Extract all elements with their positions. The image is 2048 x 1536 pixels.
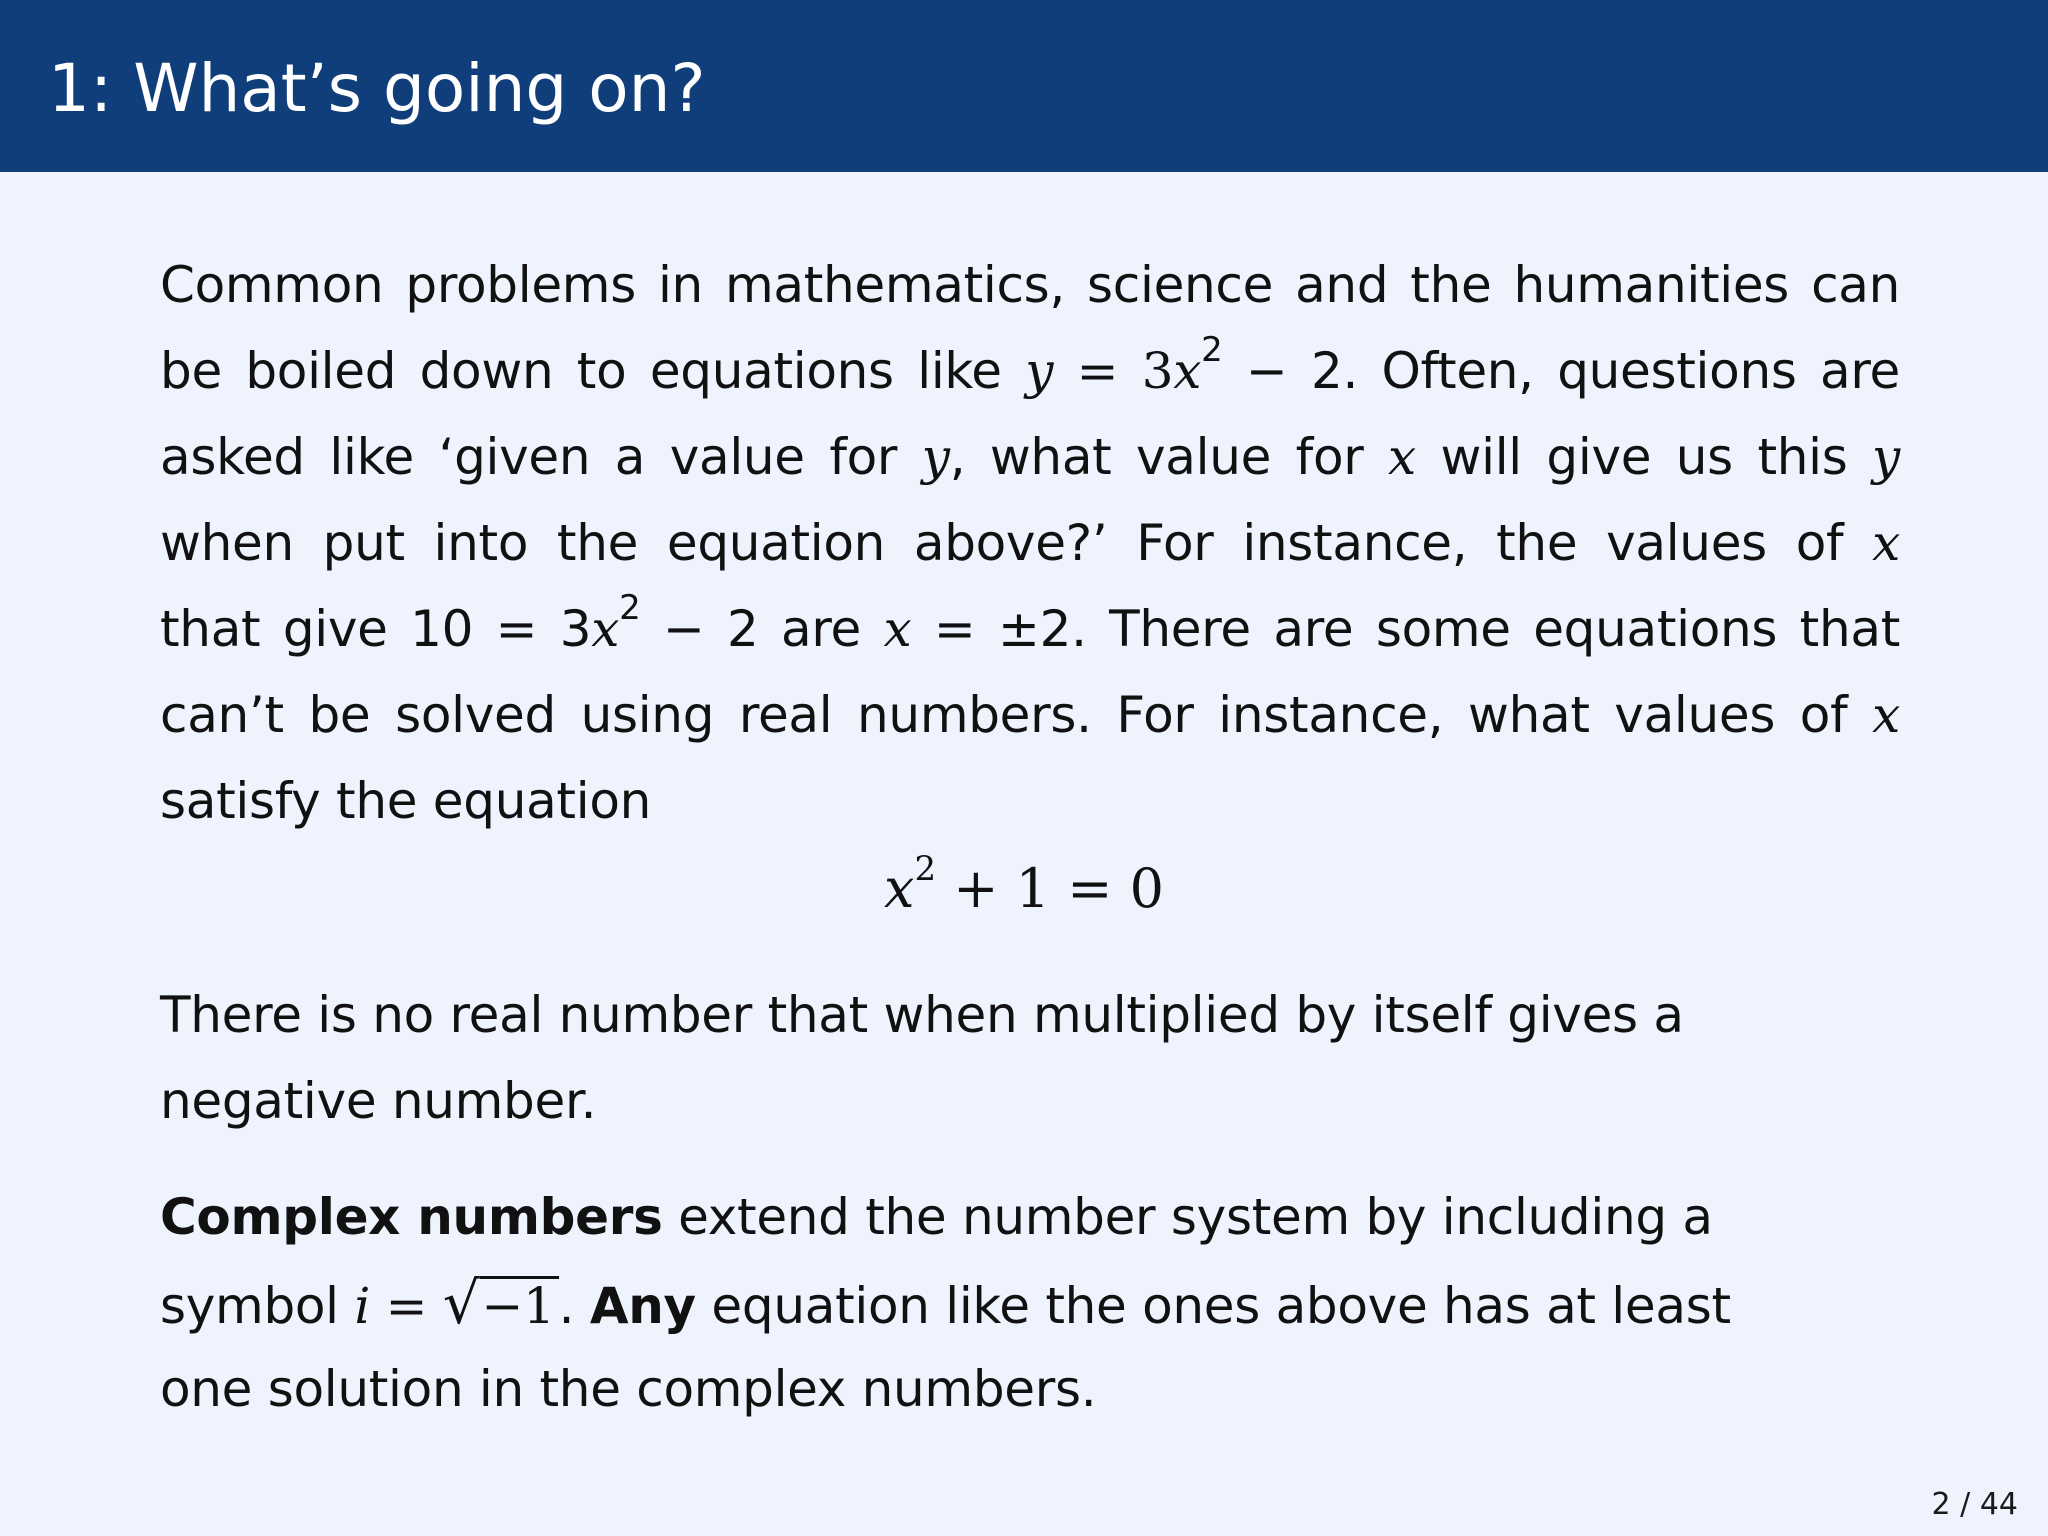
text-span: asked like ‘given a value for [160,428,922,486]
math-var: x [1388,428,1416,486]
text-line [160,242,1900,328]
math-var: x [1872,514,1900,572]
display-equation [0,846,2048,932]
text-span: symbol [160,1277,355,1335]
text-span: equation like the ones above has at least [695,1277,1731,1335]
text-span: negative number. [160,1072,597,1130]
text-span: − 2 are [640,600,884,658]
math-var: x [884,857,915,920]
math-var: x [1173,342,1202,400]
text-line [160,972,1900,1058]
radical-sign: √ [442,1269,480,1337]
math-var: x [591,600,620,658]
paragraph-no-real-solution [160,972,1900,1144]
math-var: x [883,600,912,658]
text-span: , what value for [949,428,1389,486]
text-span: extend the number system by including a [662,1188,1713,1246]
paragraph-complex-numbers [160,1174,1900,1432]
page-number: 2 / 44 [1931,1487,2018,1522]
math-var: i [354,1277,371,1335]
text-line [160,414,1900,500]
text-line [160,328,1900,414]
math-exponent: 2 [619,587,641,628]
text-line [160,672,1900,758]
math-text: + 1 = 0 [936,857,1164,920]
text-span: will give us this [1415,428,1873,486]
text-line [160,586,1900,672]
math-text: = [370,1277,443,1335]
bold-term: Any [589,1277,696,1335]
math-var: y [1025,342,1054,400]
text-line [160,1260,1900,1346]
text-line [160,500,1900,586]
paragraph-intro [160,242,1900,844]
text-span: that give 10 = 3 [160,600,592,658]
text-span: can’t be solved using real numbers. For instance, what values of [160,686,1873,744]
text-span: be boiled down to equations like [160,342,1026,400]
slide-title: 1: What’s going on? [48,50,706,127]
math-exponent: 2 [914,848,937,889]
text-line [160,758,1900,844]
math-var: y [921,428,950,486]
bold-term: Complex numbers [160,1188,663,1246]
radicand: −1 [480,1276,559,1333]
text-span: There is no real number that when multiplied by itself gives a [160,986,1684,1044]
text-span: when put into the equation above?’ For instance, the values of [160,514,1873,572]
text-span: Common problems in mathematics, science and the humanities can [160,256,1900,314]
text-line [160,1058,1900,1144]
math-var: x [1872,686,1900,744]
text-line [160,1174,1900,1260]
math-exponent: 2 [1201,329,1223,370]
text-line [160,1346,1900,1432]
square-root [443,1260,559,1349]
math-text: = 3 [1053,342,1174,400]
text-span: − 2. Often, questions are [1222,342,1900,400]
text-span: . [558,1277,590,1335]
text-span: one solution in the complex numbers. [160,1360,1097,1418]
text-span: satisfy the equation [160,772,651,830]
text-span: = ±2. There are some equations that [911,600,1901,658]
math-var: y [1872,428,1900,486]
title-bar [0,0,2048,172]
